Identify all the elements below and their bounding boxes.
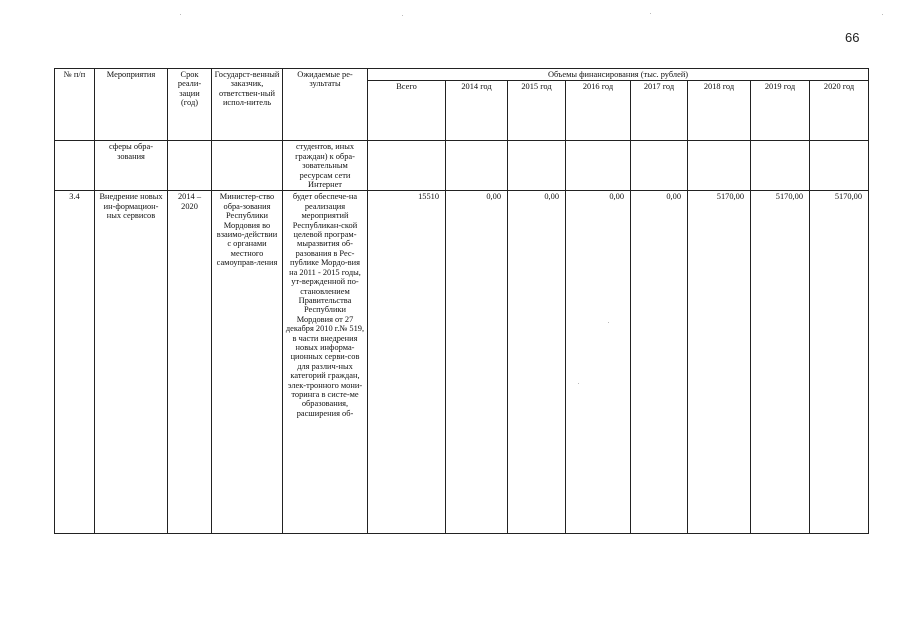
financing-table xyxy=(54,68,869,534)
scan-speck xyxy=(882,14,883,15)
cell-2019: 5170,00 xyxy=(751,191,810,534)
cell-2014: 0,00 xyxy=(446,191,508,534)
header-year-total: Всего xyxy=(368,81,446,141)
cell-total: 15510 xyxy=(368,191,446,534)
cell-term: 2014 – 2020 xyxy=(168,191,212,534)
cell-2015: 0,00 xyxy=(508,191,566,534)
cell-2018: 5170,00 xyxy=(688,191,751,534)
header-year-2017: 2017 год xyxy=(631,81,688,141)
header-num: № п/п xyxy=(55,69,95,141)
cell-event: Внедрение новых ин-формацион-ных сервисов xyxy=(95,191,168,534)
header-row-1 xyxy=(55,69,869,81)
table-row xyxy=(55,141,869,191)
scan-speck xyxy=(180,14,181,15)
table-row xyxy=(55,191,869,534)
cell-event: сферы обра-зования xyxy=(95,141,168,191)
header-year-2016: 2016 год xyxy=(566,81,631,141)
scan-speck xyxy=(650,13,651,14)
cell-num: 3.4 xyxy=(55,191,95,534)
header-customer: Государст-венный заказчик, ответствен-ный испол-нитель xyxy=(212,69,283,141)
header-year-2014: 2014 год xyxy=(446,81,508,141)
header-year-2020: 2020 год xyxy=(810,81,869,141)
header-year-2015: 2015 год xyxy=(508,81,566,141)
cell-customer: Министер-ство обра-зования Республики Мордовия во взаимо-действии с органами местного самоуправ-ления xyxy=(212,191,283,534)
cell-2017: 0,00 xyxy=(631,191,688,534)
header-term: Срок реали-зации (год) xyxy=(168,69,212,141)
cell-results: будет обеспече-на реализация мероприятий Республикан-ской целевой програм-мыразвития об-разования в Рес-публике Мордо-вия на 2011 - 2015 годы, ут-вержденной по-становлением Правительства Республики Мордовия от 27 декабря 2010 г.№ 519, в части внедрения новых информа-ционных серви-сов для различ-ных категорий граждан, элек-тронного мони-торинга в систе-ме образования, расширения об- xyxy=(283,191,368,534)
cell-2016: 0,00 xyxy=(566,191,631,534)
page-number: 66 xyxy=(845,30,860,45)
header-financing: Объемы финансирования (тыс. рублей) xyxy=(368,69,869,81)
cell-2020: 5170,00 xyxy=(810,191,869,534)
header-year-2019: 2019 год xyxy=(751,81,810,141)
cell-results: студентов, иных граждан) к обра-зовательным ресурсам сети Интернет xyxy=(283,141,368,191)
scan-speck xyxy=(402,15,403,16)
header-year-2018: 2018 год xyxy=(688,81,751,141)
header-event: Мероприятия xyxy=(95,69,168,141)
header-results: Ожидаемые ре-зультаты xyxy=(283,69,368,141)
